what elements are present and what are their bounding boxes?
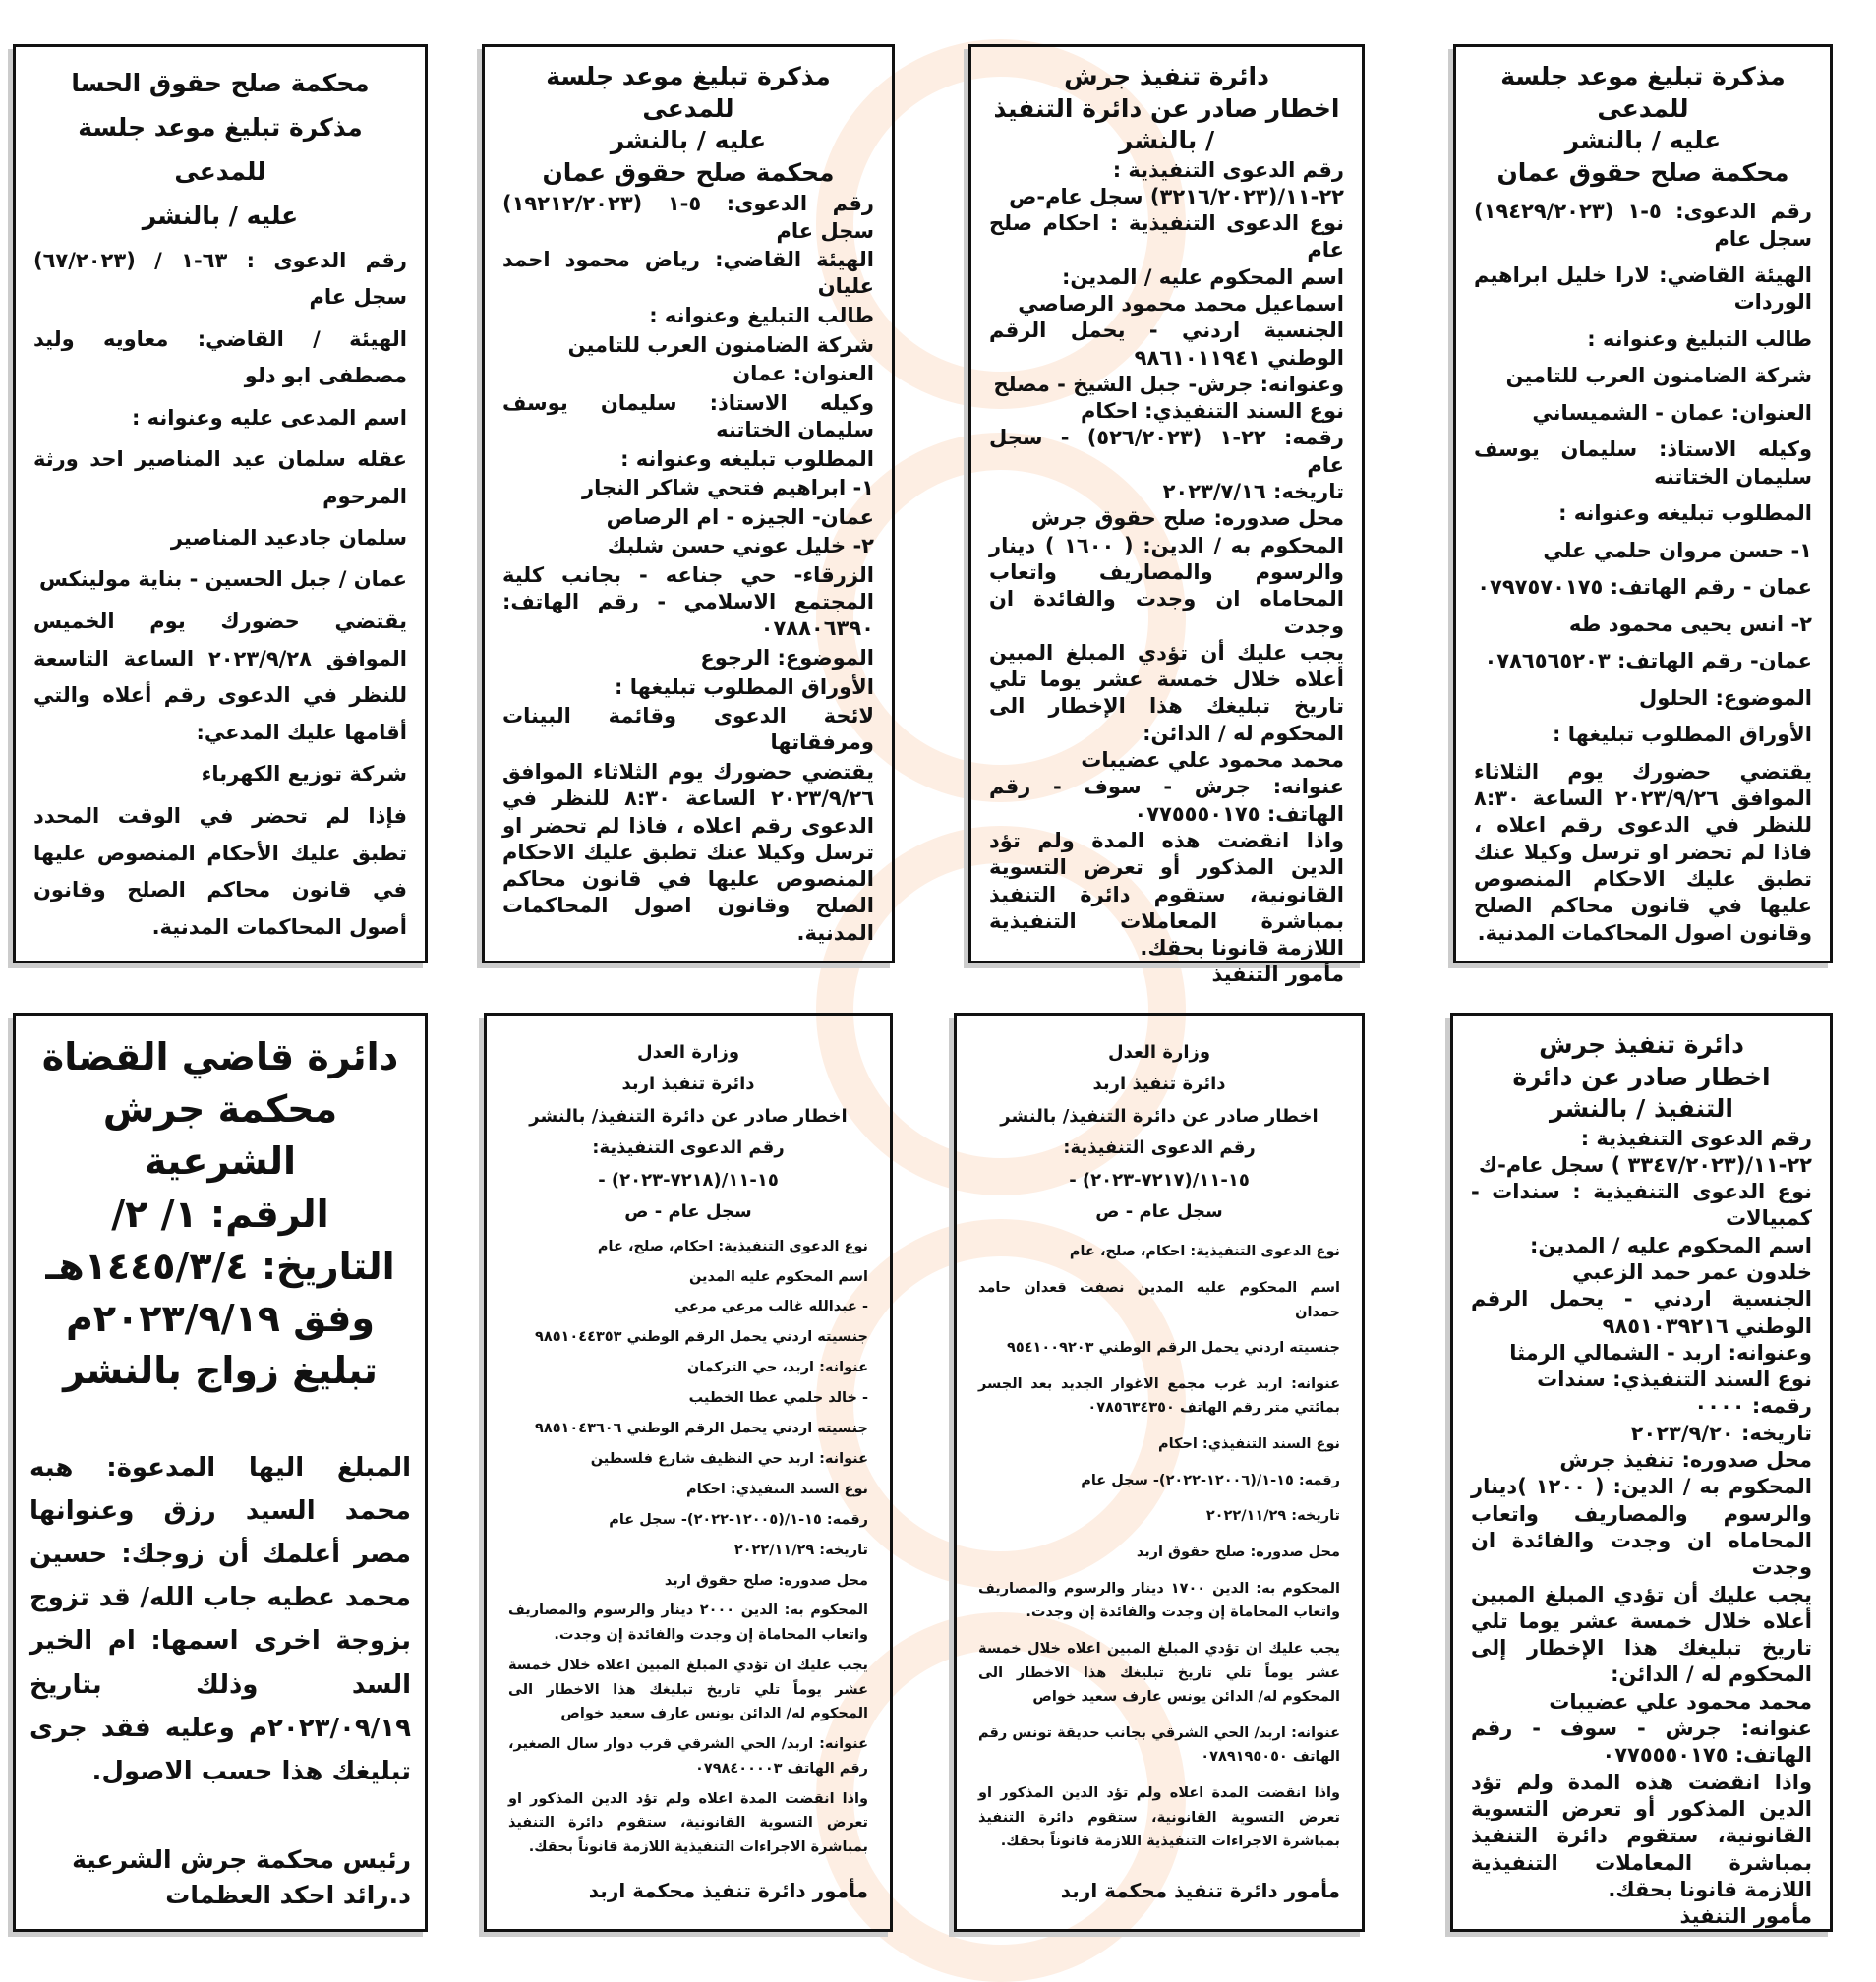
notice-heading: الرقم: ١/ ٢/ <box>111 1192 329 1236</box>
notice-line: المطلوب تبليغه وعنوانه : <box>620 446 874 471</box>
notice-signature <box>29 1842 411 1914</box>
notice-line: وعنوانه: اربد - الشمالي الرمثا <box>1509 1340 1812 1365</box>
notice-heading: دائرة قاضي القضاة <box>41 1035 399 1078</box>
notice-heading: محكمة جرش الشرعية <box>102 1087 338 1184</box>
notice-line: عنوانه: اربد حي النظيف شارع فلسطين <box>590 1450 868 1467</box>
notice-header <box>989 61 1344 157</box>
notice-line: واذا انقضت المدة اعلاه ولم تؤد الدين المذكور او تعرض التسوية القانونية، ستقوم دائرة التنفيذ بمباشرة الاجراءات التنفيذية اللازمة قانوناً بحقك. <box>978 1785 1340 1850</box>
notice-heading: عليه / بالنشر <box>1564 126 1722 154</box>
notice-line: اسماعيل محمد محمود الرصاصي <box>1018 291 1344 316</box>
notice-jerash-sharia-marriage <box>13 1013 428 1932</box>
notice-signature <box>508 1866 868 1907</box>
notice-line: طالب التبليغ وعنوانه : <box>1587 326 1812 351</box>
notice-line: رقم الدعوى: ٥-١ (١٩٤٢٩/٢٠٢٣) سجل عام <box>1474 200 1812 251</box>
notice-line: نوع الدعوى التنفيذية : احكام صلح عام <box>989 211 1344 262</box>
notice-line: - خالد حلمي عطا الخطيب <box>688 1390 868 1407</box>
notice-line: المحكوم به / الدين: ( ١٦٠٠ ) دينار والرسوم والمصاريف واتعاب المحاماه ان وجدت والفائدة ان وجدت <box>989 533 1344 638</box>
notice-line: عنوانه: اربد غرب مجمع الاغوار الجديد بعد الجسر بمائتي متر رقم الهاتف ٠٧٨٥٦٣٤٣٥٠ <box>978 1375 1340 1417</box>
notice-line: المطلوب تبليغه وعنوانه : <box>1558 501 1812 526</box>
notice-line: نوع الدعوى التنفيذية: احكام، صلح، عام <box>1069 1244 1340 1260</box>
notice-line: رقمه: ١٥-١/(١٢٠٠٦-٢٠٢٢)- سجل عام <box>1081 1472 1340 1488</box>
notice-line: تاريخه: ٢٠٢٢/١١/٢٩ <box>1205 1508 1340 1525</box>
signature-line: مأمور دائرة تنفيذ محكمة اربد <box>1060 1878 1340 1902</box>
notice-line: الجنسية اردني - يحمل الرقم الوطني ٩٨٥١٠٣٩٢١٦ <box>1471 1287 1812 1338</box>
notice-line: سلمان جادعيد المناصير <box>170 526 407 551</box>
notice-line: تاريخه: ٢٠٢٣/٧/١٦ <box>1162 480 1344 504</box>
notice-heading: مذكرة تبليغ موعد جلسة للمدعى <box>78 113 363 186</box>
notice-heading: التاريخ: ١٤٤٥/٣/٤هـ <box>45 1244 395 1288</box>
notice-heading: رقم الدعوى التنفيذية: ١٥-١١/(٧٢١٧-٢٠٢٣) - <box>1063 1137 1256 1191</box>
notice-line: عنوانه: اربد/ الحي الشرقي بجانب حديقة تونس رقم الهاتف ٠٧٨٩١٩٥٠٥٠ <box>978 1724 1340 1766</box>
notice-line: رقم الدعوى التنفيذية : <box>1580 1126 1812 1150</box>
notice-line: شركة الضامنون العرب للتامين <box>1505 364 1812 388</box>
notice-signature <box>978 1866 1340 1907</box>
notice-header <box>978 1037 1340 1228</box>
notice-line: يقتضي حضورك يوم الثلاثاء الموافق ٢٠٢٣/٩/٢٦ الساعة ٨:٣٠ للنظر في الدعوى رقم اعلاه ، فاذا لم تحضر او ترسل وكيلا عنك تطبق عليك الاحكام المنصوص عليها في قانون محاكم الصلح وقانون اصول المحاكمات المدنية. <box>502 759 875 945</box>
notice-line: جنسيته اردني يحمل الرقم الوطني ٩٥٤١٠٠٩٢٠٣ <box>1007 1340 1340 1357</box>
notice-heading: وزارة العدل <box>636 1042 740 1063</box>
notice-heading: دائرة تنفيذ اربد <box>1092 1074 1226 1095</box>
notice-heading: تبليغ زواج بالنشر <box>63 1349 378 1393</box>
notice-header <box>1474 61 1812 189</box>
notice-line: عمان- رقم الهاتف: ٠٧٨٦٥٦٥٢٠٣ <box>1484 649 1812 673</box>
notice-line: عمان - رقم الهاتف: ٠٧٩٧٥٧٠١٧٥ <box>1477 575 1812 600</box>
notice-heading: مذكرة تبليغ موعد جلسة للمدعى <box>1500 62 1786 123</box>
notice-line: خلدون عمر حمد الزعبي <box>1572 1259 1812 1284</box>
notice-line: طالب التبليغ وعنوانه : <box>649 303 874 327</box>
notice-jerash-execution-1 <box>968 44 1365 987</box>
notice-line: واذا انقضت هذه المدة ولم تؤد الدين المذكور أو تعرض التسوية القانونية، ستقوم دائرة التنفيذ بمباشرة المعاملات التنفيذية اللازمة قانونا بحقك. <box>1471 1770 1812 1901</box>
signature-line: د.رائد احكد العظمات <box>165 1880 411 1909</box>
notice-line: تاريخه: ٢٠٢٢/١١/٢٩ <box>733 1542 868 1558</box>
notice-line: تاريخه: ٢٠٢٣/٩/٢٠ <box>1630 1421 1812 1445</box>
notice-line: عمان- الجيزه - ام الرصاص <box>606 504 874 529</box>
notice-line: شركة توزيع الكهرباء <box>201 762 407 787</box>
notice-line: اسم المحكوم عليه / المدين: <box>1530 1233 1812 1257</box>
notice-line: اسم المحكوم عليه المدين <box>688 1268 868 1285</box>
notice-line: الجنسية اردني - يحمل الرقم الوطني ٩٨٦١٠١١٩٤١ <box>989 319 1344 370</box>
notice-heading: اخطار صادر عن دائرة التنفيذ / بالنشر <box>993 93 1340 154</box>
notice-heading: محكمة صلح حقوق عمان <box>1496 157 1789 187</box>
notice-line: محل صدوره: صلح حقوق اربد <box>1136 1544 1340 1560</box>
notice-irbid-execution-7217 <box>954 1013 1365 1932</box>
notice-line: واذا انقضت المدة اعلاه ولم تؤد الدين المذكور او تعرض التسوية القانونية، ستقوم دائرة التنفيذ بمباشرة الاجراءات التنفيذية اللازمة قانوناً بحقك. <box>508 1790 868 1856</box>
notice-line: عنوانه: جرش - سوف - رقم الهاتف: ٠٧٧٥٥٥٠١٧٥ <box>989 775 1344 826</box>
notice-line: نوع السند التنفيذي: احكام <box>685 1481 868 1497</box>
notice-line: عنوانه: اربد، حي التركمان <box>686 1360 868 1376</box>
notice-header <box>33 61 407 238</box>
notice-line: عنوانه: جرش - سوف - رقم الهاتف: ٠٧٧٥٥٥٠١٧٥ <box>1471 1717 1812 1768</box>
notice-line: يقتضي حضورك يوم الثلاثاء الموافق ٢٠٢٣/٩/٢٦ الساعة ٨:٣٠ للنظر في الدعوى رقم اعلاه ، فاذا لم تحضر او ترسل وكيلا عنك تطبق عليك الاحكام المنصوص عليها في قانون محاكم الصلح وقانون اصول المحاكمات المدنية. <box>1474 759 1812 945</box>
notice-line: لائحة الدعوى وقائمة البينات ومرفقاتها <box>502 704 874 755</box>
notice-line: يجب عليك أن تؤدي المبلغ المبين أعلاه خلال خمسة عشر يوما تلي تاريخ تبليغك هذا الإخطار إلى المحكوم له / الدائن: <box>1471 1582 1812 1687</box>
notice-line: شركة الضامنون العرب للتامين <box>567 332 874 357</box>
notice-hasa-court <box>13 44 428 963</box>
notice-heading: محكمة صلح حقوق عمان <box>542 157 835 187</box>
notice-line: الزرقاء- حي جناعه - بجانب كلية المجتمع الاسلامي - رقم الهاتف: ٠٧٨٨٠٦٣٩٠ <box>502 562 874 641</box>
notice-jerash-execution-2 <box>1450 1013 1833 1932</box>
signature-line: مأمور التنفيذ <box>1679 1904 1812 1929</box>
notice-heading: دائرة تنفيذ اربد <box>621 1074 755 1095</box>
notice-line: محل صدوره: صلح حقوق اربد <box>664 1572 868 1589</box>
notice-line: محل صدوره: تنفيذ جرش <box>1559 1448 1812 1473</box>
notice-line: جنسيته اردني يحمل الرقم الوطني ٩٨٥١٠٤٣٦٠٦ <box>535 1421 868 1437</box>
notice-line: عقله سلمان عيد المناصير احد ورثة المرحوم <box>33 447 407 508</box>
notice-line: الموضوع: الرجوع <box>700 645 874 670</box>
notice-line: جنسيته اردني يحمل الرقم الوطني ٩٨٥١٠٤٤٣٥٣ <box>535 1329 868 1346</box>
notice-header <box>29 1031 411 1397</box>
notice-heading: محكمة صلح حقوق الحسا <box>71 69 370 97</box>
notice-heading: وفق ٢٠٢٣/٩/١٩م <box>66 1296 375 1340</box>
notice-line: عمان / جبل الحسين - بناية مولينكس <box>38 567 407 592</box>
signature-line: مأمور دائرة تنفيذ محكمة اربد <box>588 1878 868 1902</box>
notice-line: الأوراق المطلوب تبليغها : <box>615 674 874 699</box>
notice-line: محمد محمود علي عضيبات <box>1549 1689 1812 1714</box>
signature-line: مأمور التنفيذ <box>1211 962 1344 987</box>
notice-line: المحكوم به / الدين: ( ١٢٠٠ )دينار والرسوم والمصاريف واتعاب المحاماه ان وجدت والفائدة ان وجدت <box>1471 1475 1812 1580</box>
notice-heading: وزارة العدل <box>1107 1042 1211 1063</box>
notice-line: ٢٢-١١/(٣٢١٦/٢٠٢٣) سجل عام-ص <box>1009 184 1344 208</box>
notice-line: نوع الدعوى التنفيذية: احكام، صلح، عام <box>597 1238 868 1254</box>
notice-line: العنوان: عمان - الشميساني <box>1532 400 1812 425</box>
notice-signature <box>989 962 1344 988</box>
notice-heading: عليه / بالنشر <box>142 202 299 230</box>
notice-line: الهيئة القاضي: رياض محمود احمد عليان <box>502 248 874 299</box>
notice-header <box>502 61 874 189</box>
notice-line: الهيئة / القاضي: معاويه وليد مصطفى ابو دلو <box>33 326 407 388</box>
notice-line: يجب عليك ان تؤدي المبلغ المبين اعلاه خلال خمسة عشر يوماً تلي تاريخ تبليغك هذا الاخطار الى المحكوم له/ الدائن يونس عارف سعيد خواص <box>978 1640 1340 1706</box>
notice-line: - عبدالله غالب مرعي مرعي <box>674 1299 868 1315</box>
notice-line: فإذا لم تحضر في الوقت المحدد تطبق عليك الأحكام المنصوص عليها في قانون محاكم الصلح وقانون أصول المحاكمات المدنية. <box>33 803 407 940</box>
notice-line: محل صدوره: صلح حقوق جرش <box>1031 506 1344 531</box>
notice-line: يقتضي حضورك يوم الخميس الموافق ٢٠٢٣/٩/٢٨ الساعة التاسعة للنظر في الدعوى رقم أعلاه والتي أقامها عليك المدعي: <box>33 609 407 745</box>
notice-line: ٢- انس يحيى محمود طه <box>1568 612 1812 636</box>
notice-irbid-execution-7218 <box>484 1013 893 1932</box>
notice-amman-session-2 <box>482 44 895 963</box>
notice-line: نوع السند التنفيذي: احكام <box>1157 1436 1340 1453</box>
notice-line: اسم المحكوم عليه المدين نصفت قعدان حامد حمدان <box>978 1279 1340 1320</box>
notice-heading: عليه / بالنشر <box>610 126 767 154</box>
notice-line: المحكوم به: الدين ١٧٠٠ دينار والرسوم والمصاريف واتعاب المحاماة إن وجدت والفائدة إن وجدت. <box>978 1580 1340 1621</box>
notice-line: يجب عليك ان تؤدي المبلغ المبين اعلاه خلال خمسة عشر يوماً تلي تاريخ تبليغك هذا الاخطار الى المحكوم له/ الدائن يونس عارف سعيد خواص <box>508 1658 868 1722</box>
notice-line: الهيئة القاضي: لارا خليل ابراهيم الوردات <box>1474 263 1812 315</box>
notice-signature <box>1471 1903 1812 1930</box>
notice-line: رقمه: ١٥-١/(١٢٠٠٥-٢٠٢٢)- سجل عام <box>609 1511 868 1528</box>
notice-header <box>1471 1029 1812 1126</box>
notice-heading: رقم الدعوى التنفيذية: ١٥-١١/(٧٢١٨-٢٠٢٣) - <box>592 1137 785 1191</box>
notice-heading: اخطار صادر عن دائرة التنفيذ/ بالنشر <box>529 1105 848 1127</box>
notice-line: رقمه: ٢٢-١ (٥٢٦/٢٠٢٣) - سجل عام <box>989 426 1344 477</box>
notice-line: اسم المدعى عليه وعنوانه : <box>131 405 407 430</box>
notice-line: وكيله الاستاذ: سليمان يوسف سليمان الختاتنه <box>502 390 874 441</box>
notice-line: وكيله الاستاذ: سليمان يوسف سليمان الختاتنه <box>1474 437 1812 489</box>
notice-line: نوع السند التنفيذي: سندات <box>1537 1368 1812 1392</box>
notice-header <box>508 1037 868 1228</box>
notice-line: الأوراق المطلوب تبليغها : <box>1553 723 1812 747</box>
notice-line: محمد محمود علي عضيبات <box>1081 748 1344 773</box>
notice-line: ٢٢-١١/(٣٣٤٧/٢٠٢٣ ) سجل عام-ك <box>1478 1152 1812 1177</box>
notice-line: المبلغ اليها المدعوة: هبه محمد السيد رزق وعنوانها مصر أعلمك أن زوجك: حسين محمد عطيه جاب الله/ قد تزوج بزوجة اخرى اسمها: ام الخير السد وذلك بتاريخ ٢٠٢٣/٠٩/١٩م وعليه فقد جرى تبليغك هذا حسب الاصول. <box>29 1452 411 1786</box>
notice-line: يجب عليك أن تؤدي المبلغ المبين أعلاه خلال خمسة عشر يوما تلي تاريخ تبليغك هذا الإخطار الى المحكوم له / الدائن: <box>989 640 1344 745</box>
notice-heading: سجل عام - ص <box>624 1200 752 1222</box>
notice-heading: دائرة تنفيذ جرش <box>1064 62 1269 90</box>
notice-heading: مذكرة تبليغ موعد جلسة للمدعى <box>546 62 831 123</box>
notice-heading: دائرة تنفيذ جرش <box>1539 1030 1744 1059</box>
notice-line: ١- ابراهيم فتحي شاكر النجار <box>581 476 874 500</box>
notice-line: رقم الدعوى: ٥-١ (١٩٢١٢/٢٠٢٣) سجل عام <box>502 192 874 243</box>
notice-line: نوع السند التنفيذي: احكام <box>1081 399 1344 424</box>
notice-line: عنوانه: اربد/ الحي الشرقي قرب دوار سال الصغير، رقم الهاتف ٠٧٩٨٤٠٠٠٠٣ <box>508 1736 868 1777</box>
signature-line: رئيس محكمة جرش الشرعية <box>72 1844 411 1874</box>
notice-line: رقمه: ٠٠٠٠ <box>1694 1394 1812 1419</box>
notice-line: رقم الدعوى : ٦٣-١ / (٦٧/٢٠٢٣) سجل عام <box>33 248 407 310</box>
notice-heading: اخطار صادر عن دائرة التنفيذ/ بالنشر <box>1000 1105 1319 1127</box>
notice-line: ٢- خليل عوني حسن شلبك <box>607 534 874 558</box>
notice-line: وعنوانه: جرش- جبل الشيخ - مصلح <box>993 372 1344 396</box>
notice-heading: اخطار صادر عن دائرة التنفيذ / بالنشر <box>1512 1062 1771 1123</box>
notice-line: واذا انقضت هذه المدة ولم تؤد الدين المذكور أو تعرض التسوية القانونية، ستقوم دائرة التنفيذ بمباشرة المعاملات التنفيذية اللازمة قانونا بحقك. <box>989 828 1344 961</box>
notice-line: المحكوم به: الدين ٢٠٠٠ دينار والرسوم والمصاريف واتعاب المحاماة إن وجدت والفائدة إن وجدت. <box>508 1603 868 1644</box>
notice-line: نوع الدعوى التنفيذية : سندات - كمبيالات <box>1471 1180 1812 1231</box>
notice-line: ١- حسن مروان حلمي علي <box>1543 538 1812 562</box>
notice-line: الموضوع: الحلول <box>1638 685 1812 710</box>
notice-line: العنوان: عمان <box>733 362 874 386</box>
notice-line: اسم المحكوم عليه / المدين: <box>1062 264 1344 289</box>
notice-heading: سجل عام - ص <box>1095 1200 1223 1222</box>
notice-line: رقم الدعوى التنفيذية : <box>1112 157 1344 182</box>
notice-amman-session-1 <box>1453 44 1833 963</box>
